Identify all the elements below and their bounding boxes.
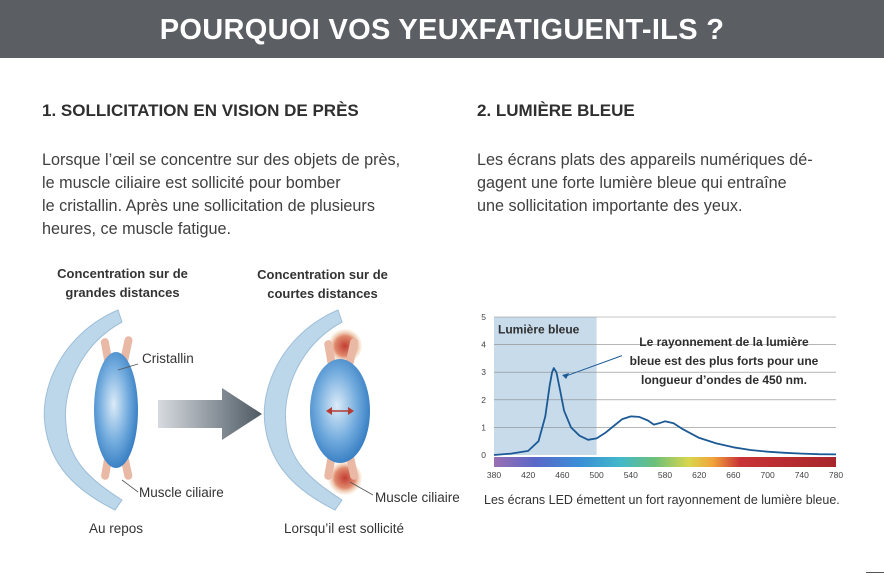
blue-light-band	[494, 317, 597, 455]
eye-diagram	[0, 300, 470, 520]
x-tick-label: 540	[623, 470, 638, 480]
spectrum-bar	[494, 457, 836, 467]
y-tick-label: 0	[481, 450, 486, 460]
label-muscle-ciliaire-right: Muscle ciliaire	[375, 490, 460, 505]
page-title: POURQUOI VOS YEUXFATIGUENT-ILS ?	[159, 14, 725, 46]
section1-line: heures, ce muscle fatigue.	[42, 220, 231, 238]
y-tick-label: 3	[481, 367, 486, 378]
x-tick-label: 620	[692, 470, 707, 480]
diagram-heading-near-line1: Concentration sur de	[257, 267, 388, 282]
x-tick-label: 380	[486, 470, 502, 480]
section2-line: une sollicitation importante des yeux.	[477, 197, 743, 215]
page-corner-mark	[866, 572, 884, 585]
y-tick-label: 2	[481, 394, 486, 405]
section1-line: Lorsque l’œil se concentre sur des objets de près,	[42, 151, 401, 169]
lens-relaxed	[94, 352, 138, 468]
blue-light-label: Lumière bleue	[498, 322, 580, 337]
diagram-heading-far-line2: grandes distances	[65, 285, 180, 300]
annotation-line: Le rayonnement de la lumière	[639, 334, 809, 349]
x-tick-label: 580	[657, 470, 673, 480]
chart-note: Les écrans LED émettent un fort rayonnement de lumière bleue.	[484, 493, 840, 507]
blue-light-chart	[470, 305, 850, 485]
section1-line: le cristallin. Après une sollicitation de plusieurs	[42, 197, 375, 215]
transition-arrow	[158, 388, 262, 440]
section2-text	[477, 149, 843, 218]
section2-title: 2. LUMIÈRE BLEUE	[477, 101, 635, 120]
section2-line: Les écrans plats des appareils numériques dé-	[477, 151, 813, 169]
header-banner	[0, 0, 884, 58]
annotation-line: bleue est des plus forts pour une	[629, 353, 819, 368]
x-tick-label: 460	[555, 470, 570, 480]
diagram-heading-near-line2: courtes distances	[267, 286, 378, 301]
label-cristallin: Cristallin	[142, 351, 194, 366]
diagram-heading-far-line1: Concentration sur de	[57, 266, 188, 281]
annotation-line: longueur d’ondes de 450 nm.	[640, 372, 808, 387]
x-tick-label: 420	[521, 470, 536, 480]
eye-at-rest	[44, 310, 138, 510]
caption-strained: Lorsqu’il est sollicité	[284, 521, 405, 536]
x-tick-label: 700	[760, 470, 775, 480]
section2-line: gagent une forte lumière bleue qui entraîne	[477, 174, 787, 192]
diagram-heading-near	[240, 265, 405, 303]
diagram-heading-far	[40, 264, 205, 302]
section1-text	[42, 149, 432, 241]
section1-line: le muscle ciliaire est sollicité pour bomber	[42, 174, 341, 192]
x-tick-label: 740	[794, 470, 809, 480]
pointer-muscle-left	[122, 480, 138, 492]
y-tick-label: 5	[481, 312, 486, 322]
x-tick-label: 780	[828, 470, 844, 480]
x-tick-label: 500	[589, 470, 604, 480]
y-tick-label: 1	[481, 422, 486, 433]
x-tick-label: 660	[726, 470, 741, 480]
label-muscle-ciliaire-left: Muscle ciliaire	[139, 485, 224, 500]
eye-strained	[264, 310, 373, 510]
y-tick-label: 4	[481, 339, 486, 350]
section1-title: 1. SOLLICITATION EN VISION DE PRÈS	[42, 101, 359, 120]
caption-at-rest: Au repos	[89, 521, 144, 536]
